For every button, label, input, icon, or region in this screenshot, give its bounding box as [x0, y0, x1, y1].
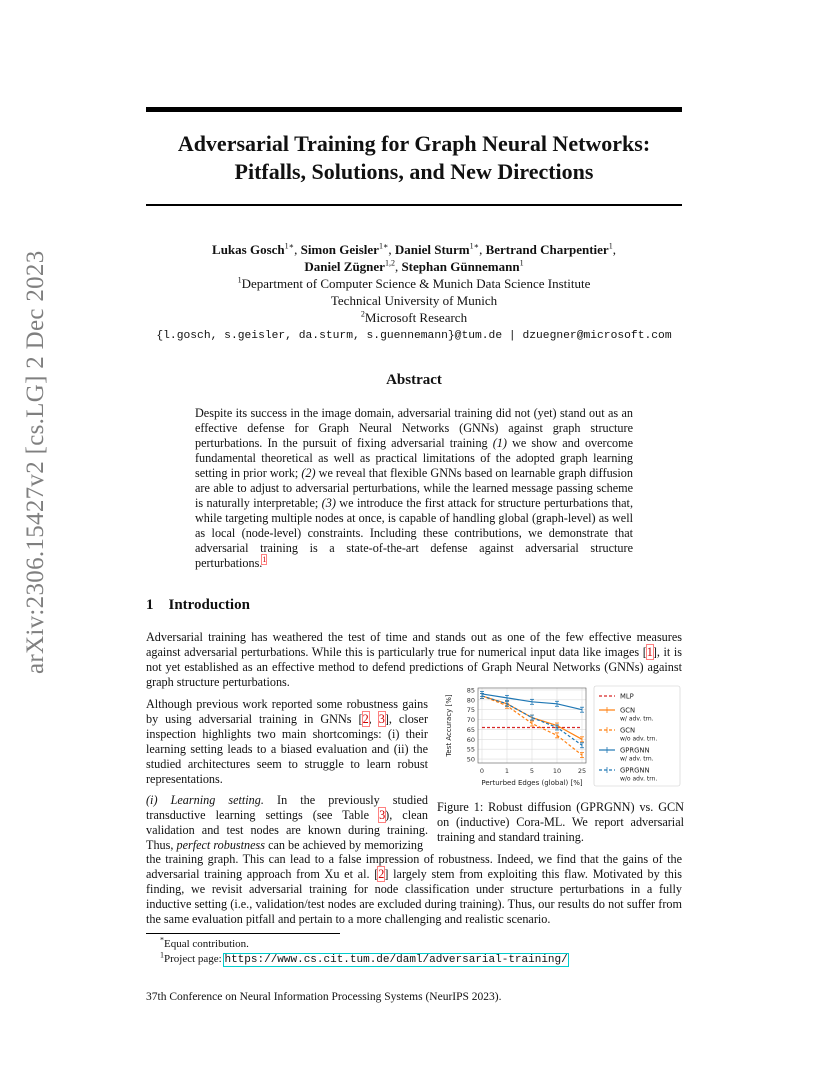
affiliation-2 — [146, 309, 682, 326]
author-name: Stephan Günnemann — [401, 259, 520, 274]
legend-label: GCN — [620, 726, 636, 735]
paragraph-text: largely stem from exploiting this flaw. Motivated by this finding, we revisit adversarial training for node classification under structure perturbations in a fully inductive setting (i.e., validation/test nodes are excluded during training). Thus, our results do not suffer from the same evaluation pitfall and pertain to a more challenging and realistic scenario. — [146, 867, 683, 926]
author-affiliation-mark: 1 — [519, 258, 524, 268]
author-affiliation-mark: 1∗ — [469, 241, 480, 251]
affiliation-mark: 2 — [360, 309, 365, 319]
y-tick-label: 65 — [466, 725, 475, 734]
x-tick-label: 25 — [577, 767, 587, 775]
legend-label: GPRGNN — [620, 746, 650, 755]
legend-label: MLP — [620, 692, 634, 701]
paper-title-line-2: Pitfalls, Solutions, and New Directions — [234, 159, 594, 184]
affiliation-text: Department of Computer Science & Munich Data Science Institute — [241, 276, 591, 291]
paragraph-text: ), clean validation and test nodes are known during training. Thus, — [146, 808, 428, 852]
arxiv-identifier: arXiv:2306.15427v2 [cs.LG] 2 Dec 2023 — [22, 250, 49, 674]
affiliation-text: Microsoft Research — [364, 310, 468, 325]
x-tick-label: 1 — [504, 767, 510, 775]
table-link[interactable]: 3 — [379, 808, 386, 822]
paragraph-text: , closer inspection highlights two main shortcomings: (i) their learning setting leads to a biased evaluation and (ii) the studied architectures seem to struggle to learn robust representations. — [146, 712, 429, 786]
figure-1-caption: Figure 1: Robust diffusion (GPRGNN) vs. GCN on (inductive) Cora-ML. We report adversarial training and standard training. — [437, 800, 684, 844]
author-name: Daniel Zügner — [304, 259, 385, 274]
y-tick-label: 85 — [466, 686, 475, 695]
paragraph-emphasis: perfect robustness — [176, 838, 266, 852]
x-tick-label: 0 — [479, 767, 485, 775]
x-tick-label: 5 — [529, 767, 535, 775]
abstract-text: we introduce the first attack for structure perturbations that, while targeting multiple nodes at once, is capable of handling global (graph-level) as well as local (node-level) constraints. Including these contributions, we demonstrate that adversarial training is a state-of-the-art defense against adversarial structure perturbations. — [195, 496, 633, 570]
section-number: 1 — [146, 597, 154, 613]
abstract-text: we show and overcome fundamental theoretical as well as practical limitations of the adopted graph learning setting in prior work; — [195, 436, 633, 480]
section-title: Introduction — [168, 597, 250, 613]
paragraph-lead: (i) Learning setting. — [146, 793, 264, 807]
author-line-2: Daniel Zügner$^{1,2}$, Stephan Günnemann$^1$ — [304, 258, 524, 274]
legend-label: GCN — [620, 706, 636, 715]
legend-label: w/o adv. trn. — [620, 735, 658, 743]
y-tick-label: 75 — [466, 706, 475, 715]
paragraph-text: , it is not yet established as an effective method to defend predictions of Graph Neural Networks (GNNs) against graph structure perturbations. — [146, 645, 682, 689]
footnote-rule — [146, 933, 340, 934]
y-tick-label: 80 — [466, 696, 475, 705]
affiliation-1 — [146, 275, 682, 292]
paragraph-text: Although previous work reported some robustness gains by using adversarial training in GNNs — [146, 697, 428, 726]
paragraph-text: the training graph. This can lead to a false impression of robustness. Indeed, we find that the gains of the adversarial training approach from Xu et al. — [146, 852, 682, 881]
paragraph-text: In the previously studied transductive learning settings (see Table — [146, 793, 428, 822]
footnote-text: Equal contribution. — [164, 938, 249, 950]
project-page-url[interactable]: https://www.cs.cit.tum.de/daml/adversarial-training/ — [224, 954, 568, 966]
abstract-marker: (1) — [492, 436, 507, 450]
author-affiliation-mark: 1∗ — [284, 241, 295, 251]
paper-title — [146, 130, 682, 186]
y-tick-label: 60 — [466, 735, 475, 744]
x-tick-label: 10 — [552, 767, 562, 775]
paragraph-text: Adversarial training has weathered the test of time and stands out as one of the few effective measures against adversarial perturbations. While this is particularly true for numerical input data like images — [146, 630, 682, 659]
intro-paragraph-2: Although previous work reported some robustness gains by using adversarial training in GNNs [2, 3], closer inspection highlights two main shortcomings: (i) their learning setting leads to a biased evaluation and (ii) the studied architectures seem to struggle to learn robust representations. — [146, 697, 429, 786]
abstract-body — [195, 406, 633, 571]
author-affiliation-mark: 1,2 — [384, 258, 395, 268]
x-axis-label: Perturbed Edges (global) [%] — [481, 779, 583, 787]
section-heading-introduction — [146, 597, 250, 614]
author-block — [146, 241, 682, 345]
line-chart — [438, 683, 684, 793]
citation-link[interactable]: 2 — [378, 867, 385, 881]
title-bottom-rule — [146, 204, 682, 206]
citation-link[interactable]: 1 — [646, 645, 653, 659]
abstract-marker: (3) — [321, 496, 336, 510]
abstract-marker: (2) — [301, 466, 316, 480]
author-emails: {l.gosch, s.geisler, da.sturm, s.guennemann}@tum.de | dzuegner@microsoft.com — [156, 330, 672, 342]
intro-paragraph-1: Adversarial training has weathered the test of time and stands out as one of the few effective measures against adversarial perturbations. While this is particularly true for numerical input data like images [1], it is not yet established as an effective method to defend predictions of Graph Neural Networks (GNNs) against graph structure perturbations. — [146, 630, 682, 689]
figure-1-chart — [438, 683, 684, 793]
intro-paragraph-4: the training graph. This can lead to a false impression of robustness. Indeed, we find that the gains of the adversarial training approach from Xu et al. [2] largely stem from exploiting this flaw. Motivated by this finding, we revisit adversarial training for node classification under structure perturbations in a fully inductive setting (i.e., validation/test nodes are excluded during training). Thus, our results do not suffer from the same evaluation pitfall and pertain to a more challenging and realistic scenario. — [146, 852, 683, 926]
abstract-text: Despite its success in the image domain, adversarial training did not (yet) stand out as an effective defense for Graph Neural Networks (GNNs) against graph structure perturbations. In the pursuit of fixing adversarial training — [195, 406, 633, 450]
footnote-project-page — [160, 952, 568, 967]
footnote-link[interactable]: 1 — [262, 554, 267, 564]
abstract-heading: Abstract — [386, 372, 442, 388]
footnote-mark: 1 — [160, 950, 164, 960]
intro-paragraph-3 — [146, 793, 428, 853]
author-name: Daniel Sturm — [394, 242, 470, 257]
author-affiliation-mark: 1∗ — [378, 241, 389, 251]
author-affiliation-mark: 1 — [608, 241, 613, 251]
legend-label: w/ adv. trn. — [620, 715, 654, 723]
legend-label: w/ adv. trn. — [620, 755, 654, 763]
author-name: Bertrand Charpentier — [485, 242, 609, 257]
y-tick-label: 50 — [466, 755, 475, 764]
author-name: Simon Geisler — [300, 242, 379, 257]
footnote-mark: * — [160, 935, 164, 945]
paragraph-text: can be achieved by memorizing — [265, 838, 424, 852]
y-tick-label: 70 — [466, 716, 475, 725]
legend-label: GPRGNN — [620, 766, 650, 775]
legend-label: w/o adv. trn. — [620, 775, 658, 783]
title-top-rule — [146, 107, 682, 112]
citation-link[interactable]: 2 — [362, 712, 369, 726]
footnote-equal-contribution — [160, 937, 249, 951]
y-tick-label: 55 — [466, 745, 475, 754]
citation-link[interactable]: 3 — [378, 712, 385, 726]
affiliation-1b: Technical University of Munich — [330, 293, 498, 308]
conference-footer: 37th Conference on Neural Information Processing Systems (NeurIPS 2023). — [146, 991, 502, 1003]
footnote-text: Project page: — [164, 953, 225, 965]
abstract-text: we reveal that flexible GNNs based on learnable graph diffusion are able to adjust to adversarial perturbations, while the learned message passing scheme is naturally interpretable; — [195, 466, 633, 510]
y-axis-label: Test Accuracy [%] — [445, 694, 453, 757]
paper-title-line-1: Adversarial Training for Graph Neural Networks: — [177, 131, 651, 156]
affiliation-mark: 1 — [237, 275, 242, 285]
author-name: Lukas Gosch — [212, 242, 285, 257]
author-line-1: Lukas Gosch$^{1∗}$, Simon Geisler$^{1∗}$, Daniel Sturm$^{1∗}$, Bertrand Charpentier$^1$, — [212, 241, 616, 257]
